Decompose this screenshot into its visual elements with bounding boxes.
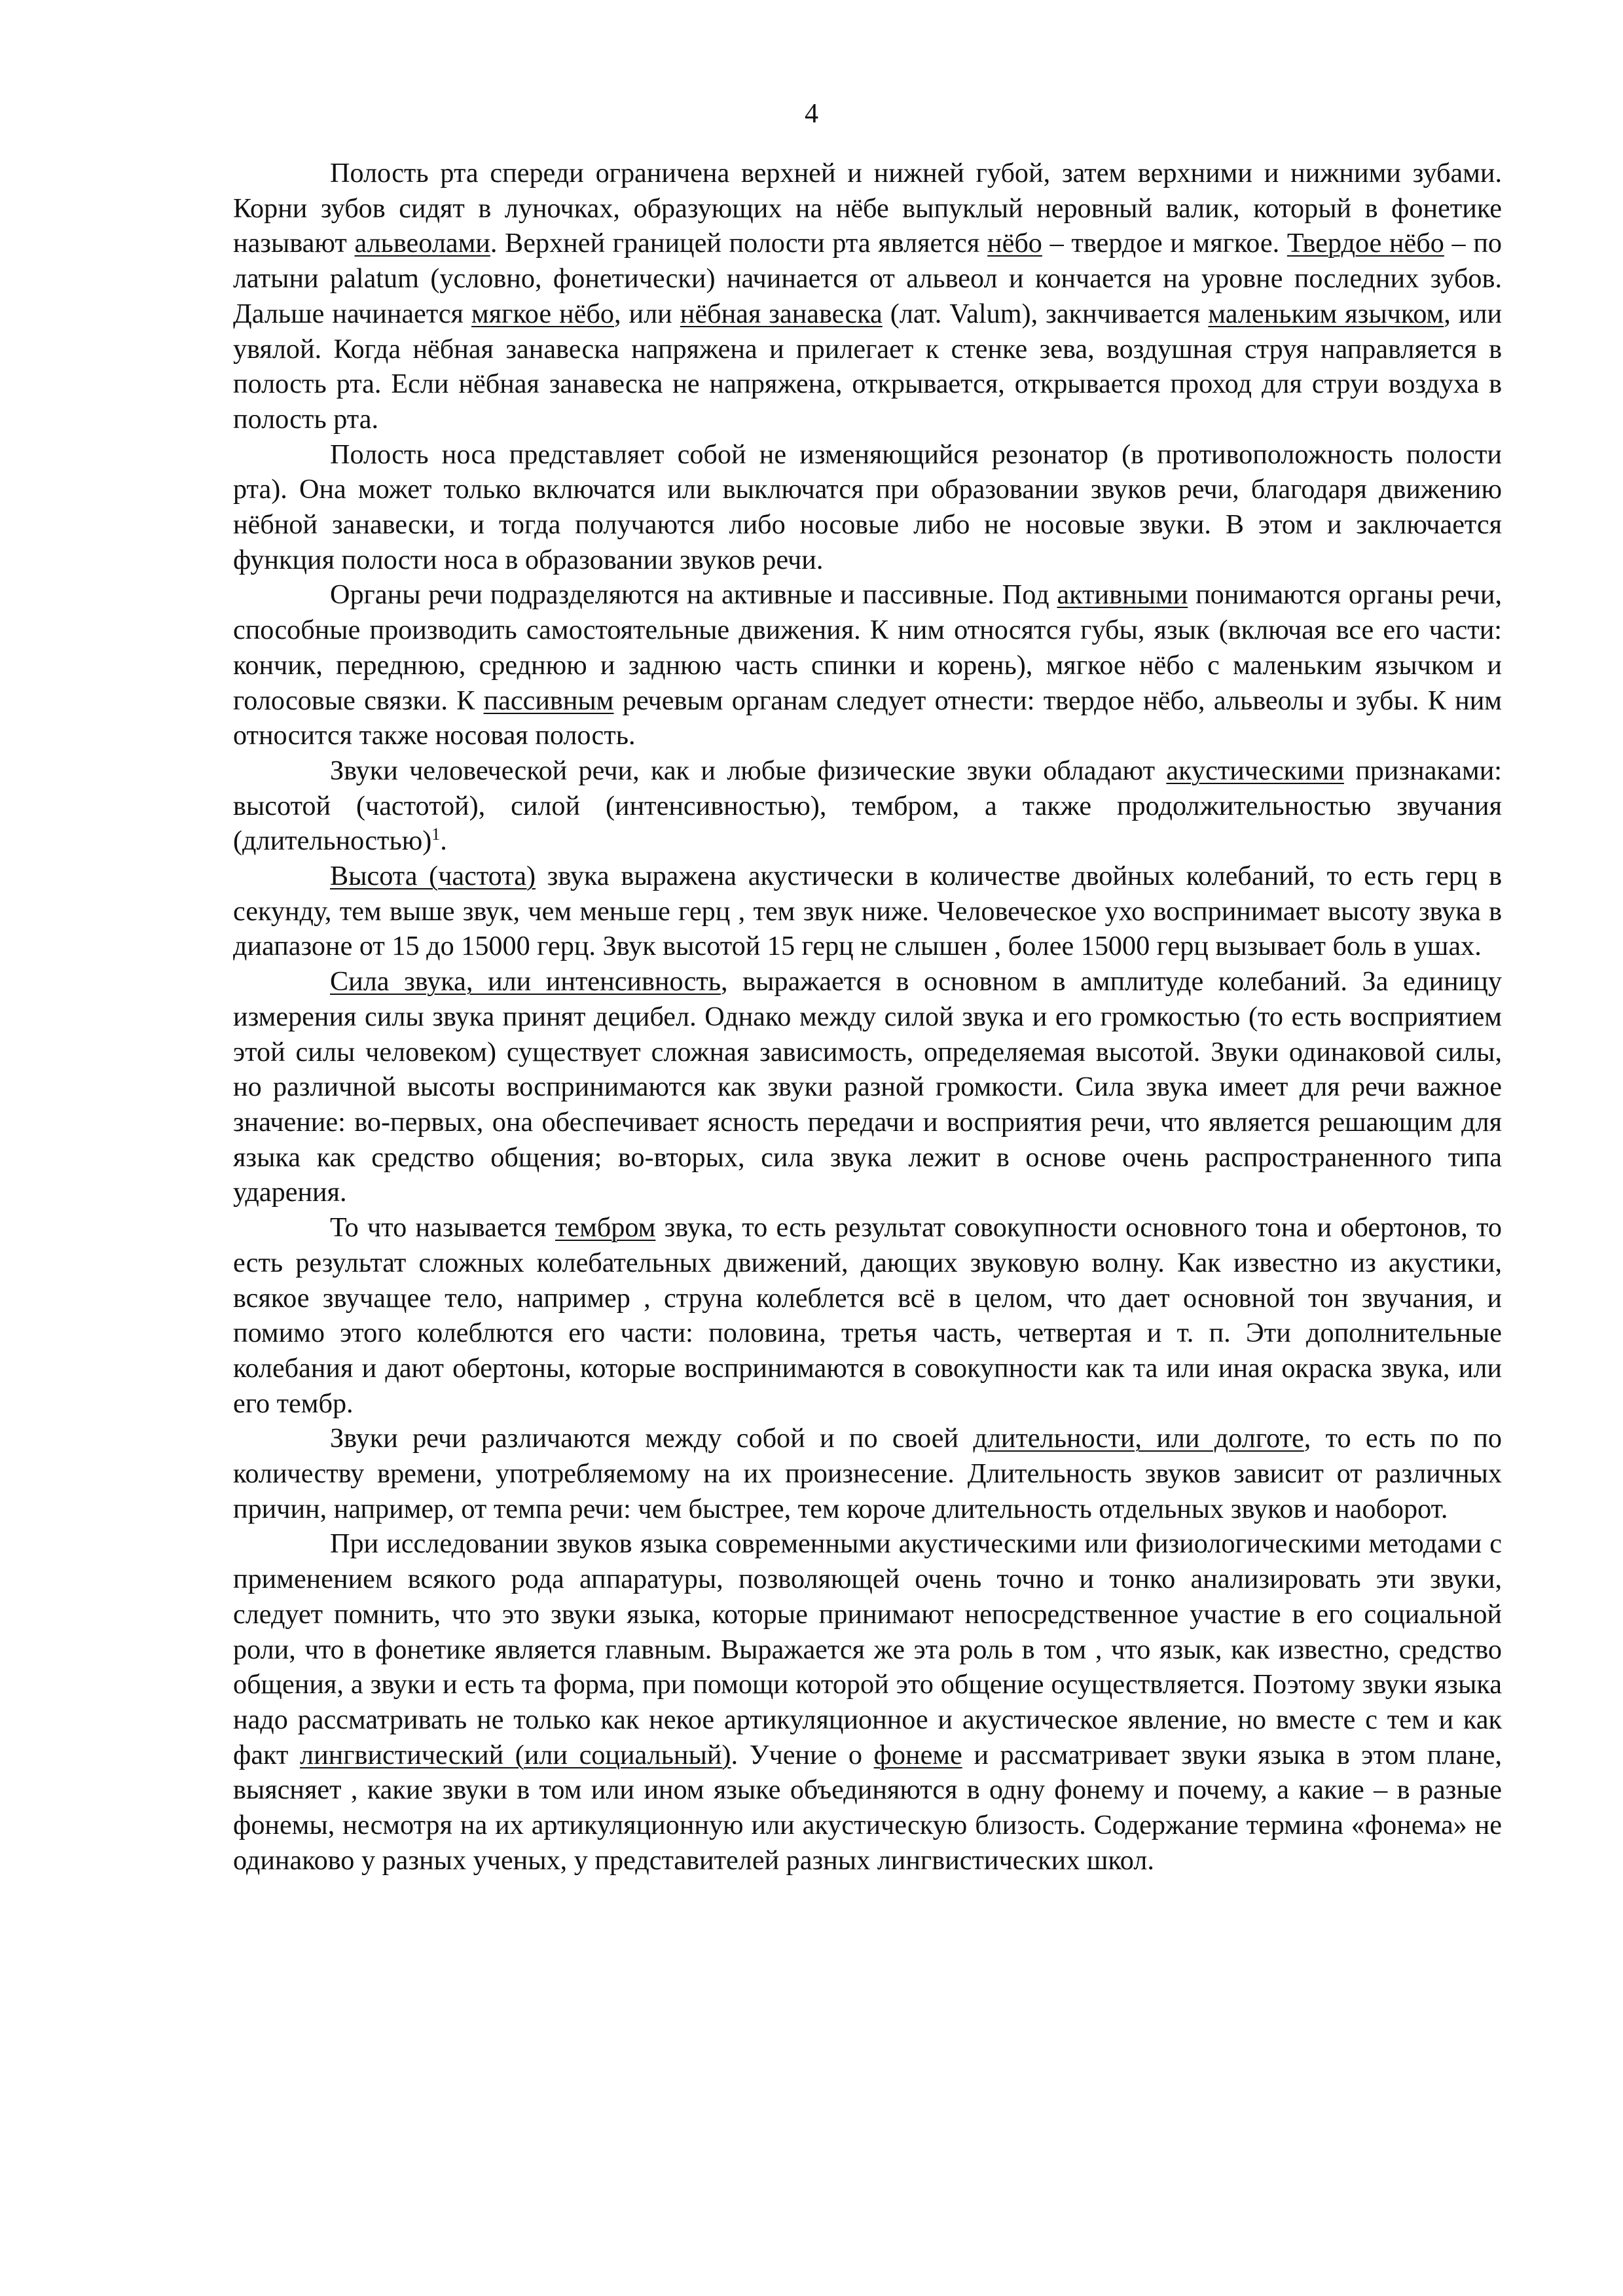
paragraph-duration xyxy=(233,1421,1502,1526)
text-run: речевым органам следует отнести: твердое нёбо, альвеолы и зубы. К ним относится также носовая полость. xyxy=(233,685,1502,751)
text-run: При исследовании звуков языка современными акустическими или физиологическими методами с применением всякого рода аппаратуры, позволяющей очень точно и тонко анализировать эти звуки, следует помнить, что это звуки языка, которые принимают непосредственное участие в его социальной роли, что в фонетике является главным. Выражается же эта роль в том , что язык, как известно, средство общения, а звуки и есть та форма, при помощи которой это общение осуществляется. Поэтому звуки языка надо рассматривать не только как некое артикуляционное и акустическое явление, но вместе с тем и как факт xyxy=(233,1528,1502,1770)
text-run: и рассматривает звуки языка в этом плане, выясняет , какие звуки в том или ином языке объединяются в одну фонему и почему, а какие – в разные фонемы, несмотря на их артикуляционную или акустическую близость. Содержание термина «фонема» не одинаково у разных ученых, у представителей разных лингвистических школ. xyxy=(233,1739,1502,1876)
text-run: звука, то есть результат совокупности основного тона и обертонов, то есть результат сложных колебательных движений, дающих звуковую волну. Как известно из акустики, всякое звучащее тело, например , струна колеблется всё в целом, что дает основной тон звучания, и помимо этого колеблются его части: половина, третья часть, четвертая и т. п. Эти дополнительные колебания и дают обертоны, которые воспринимаются в совокупности как та или иная окраска звука, или его тембр. xyxy=(233,1212,1502,1419)
underlined-term: длительности, или долготе xyxy=(973,1423,1304,1454)
underlined-term: Твердое нёбо xyxy=(1286,228,1444,259)
underlined-term: альвеолами xyxy=(354,228,490,259)
paragraph-nasal-cavity xyxy=(233,437,1502,578)
underlined-term: мягкое нёбо xyxy=(471,298,614,329)
text-run: , выражается в основном в амплитуде колебаний. За единицу измерения силы звука принят децибел. Однако между силой звука и его громкостью (то есть восприятием этой силы человеком) существует сложная зависимость, определяемая высотой. Звуки одинаковой силы, но различной высоты воспринимаются как звуки разной громкости. Сила звука имеет для речи важное значение: во-первых, она обеспечивает ясность передачи и восприятия речи, что является решающим для языка как средство общения; во-вторых, сила звука лежит в основе очень распространенного типа ударения. xyxy=(233,966,1502,1208)
text-run: . xyxy=(440,825,447,857)
text-run: То что называется xyxy=(330,1212,555,1244)
text-run: признаками: высотой (частотой), силой (интенсивностью), тембром, а также продолжительностью звучания (длительностью) xyxy=(233,755,1502,857)
text-run: Звуки речи различаются между собой и по своей xyxy=(330,1423,974,1454)
underlined-term: нёбо xyxy=(987,228,1042,259)
underlined-term: фонеме xyxy=(873,1739,962,1770)
text-run: , или xyxy=(613,298,680,329)
text-run: понимаются органы речи, способные производить самостоятельные движения. К ним относятся губы, язык (включая все его части: кончик, переднюю, среднюю и заднюю часть спинки и корень), мягкое нёбо с маленьким язычком и голосовые связки. К xyxy=(233,579,1502,716)
underlined-term: активными xyxy=(1057,579,1188,611)
paragraph-acoustic-features xyxy=(233,753,1502,859)
underlined-term: пассивным xyxy=(483,685,614,716)
underlined-term: тембром xyxy=(555,1212,656,1244)
paragraph-phoneme xyxy=(233,1526,1502,1878)
underlined-term: Сила звука, или интенсивность xyxy=(330,966,721,997)
footnote-marker: 1 xyxy=(431,825,441,844)
text-run: – по латыни palatum (условно, фонетически) начинается от альвеол и кончается на уровне последних зубов. Дальше начинается xyxy=(233,228,1503,329)
paragraph-oral-cavity xyxy=(233,156,1502,437)
text-run: (лат. Valum), закнчивается xyxy=(882,298,1209,329)
text-run: , то есть по по количеству времени, употребляемому на их произнесение. Длительность звуков зависит от различных причин, например, от темпа речи: чем быстрее, тем короче длительность отдельных звуков и наоборот. xyxy=(233,1423,1502,1524)
text-run: – твердое и мягкое. xyxy=(1042,228,1287,259)
underlined-term: маленьким язычком xyxy=(1208,298,1444,329)
paragraph-speech-organs xyxy=(233,577,1502,753)
paragraph-intensity xyxy=(233,964,1502,1210)
paragraph-pitch xyxy=(233,859,1502,964)
text-run: . Верхней границей полости рта является xyxy=(490,228,988,259)
underlined-term: нёбная занавеска xyxy=(680,298,883,329)
underlined-term: лингвистический (или социальный) xyxy=(300,1739,731,1770)
document-body xyxy=(233,156,1502,1878)
text-run: , или увялой. Когда нёбная занавеска напряжена и прилегает к стенке зева, воздушная струя направляется в полость рта. Если нёбная занавеска не напряжена, открывается, открывается проход для струи воздуха в полость рта. xyxy=(233,298,1503,435)
text-run: Полость рта спереди ограничена верхней и нижней губой, затем верхними и нижними зубами. Корни зубов сидят в луночках, образующих на нёбе выпуклый неровный валик, который в фонетике называют xyxy=(233,158,1502,259)
text-run: . Учение о xyxy=(731,1739,874,1770)
paragraph-timbre xyxy=(233,1210,1502,1421)
text-run: Органы речи подразделяются на активные и пассивные. Под xyxy=(330,579,1057,611)
page-number: 4 xyxy=(805,99,818,129)
text-run: звука выражена акустически в количестве двойных колебаний, то есть герц в секунду, тем выше звук, чем меньше герц , тем звук ниже. Человеческое ухо воспринимает высоту звука в диапазоне от 15 до 15000 герц. Звук высотой 15 герц не слышен , более 15000 герц вызывает боль в ушах. xyxy=(233,861,1503,962)
text-run: Звуки человеческой речи, как и любые физические звуки обладают xyxy=(330,755,1167,786)
underlined-term: Высота (частота) xyxy=(330,861,536,892)
underlined-term: акустическими xyxy=(1166,755,1344,786)
text-run: Полость носа представляет собой не изменяющийся резонатор (в противоположность полости рта). Она может только включатся или выключатся при образовании звуков речи, благодаря движению нёбной занавески, и тогда получаются либо носовые либо не носовые звуки. В этом и заключается функция полости носа в образовании звуков речи. xyxy=(233,439,1502,575)
